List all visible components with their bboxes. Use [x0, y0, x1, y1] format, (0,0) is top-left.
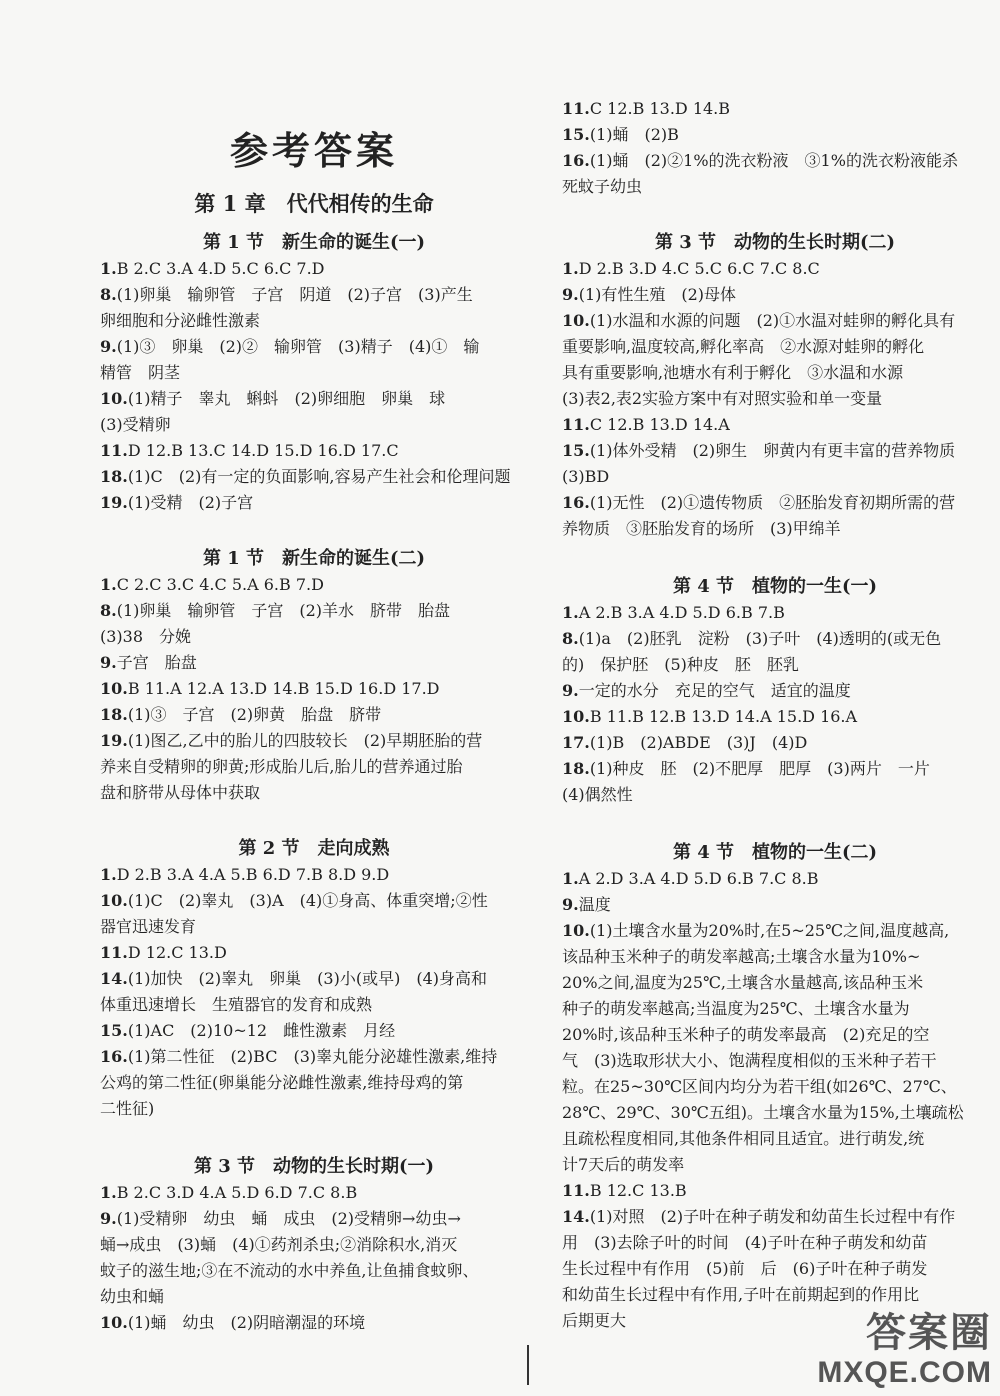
question-number: 11.	[100, 943, 128, 962]
answer-text: 该品种玉米种子的萌发率越高;土壤含水量为10%~	[562, 947, 921, 966]
answer-text: 一定的水分 充足的空气 适宜的温度	[578, 681, 851, 700]
question-number: 11.	[562, 415, 590, 434]
chapter-heading: 第 1 章 代代相传的生命	[194, 191, 434, 216]
answer-text: 卵细胞和分泌雌性激素	[100, 311, 261, 330]
question-number: 9.	[562, 895, 579, 914]
watermark-logo	[817, 1301, 992, 1388]
answer-text: (1)③ 卵巢 (2)② 输卵管 (3)精子 (4)① 输	[116, 337, 480, 356]
answer-text: (1)③ 子宫 (2)卵黄 胎盘 脐带	[127, 705, 382, 724]
question-number: 10.	[562, 921, 590, 940]
answer-text: (4)偶然性	[562, 785, 633, 804]
answer-line	[100, 598, 528, 624]
answer-line	[562, 944, 988, 970]
answer-line	[100, 650, 528, 676]
section-heading: 第 1 节 新生命的诞生(二)	[202, 548, 426, 569]
answer-line	[562, 652, 988, 678]
answer-line	[100, 282, 528, 308]
answer-line	[562, 1022, 988, 1048]
answer-text: 20%之间,温度为25℃,土壤含水量越高,该品种玉米	[562, 973, 924, 992]
answer-line	[100, 438, 528, 464]
left-section-0	[100, 228, 528, 516]
answer-text: 蚊子的滋生地;③在不流动的水中养鱼,让鱼捕食蚊卵、	[100, 1261, 479, 1280]
answer-text: (3)38 分娩	[100, 627, 192, 646]
answer-text: (1)受精 (2)子宫	[127, 493, 254, 512]
question-number: 16.	[562, 151, 590, 170]
answer-line	[100, 624, 528, 650]
question-number: 1.	[100, 259, 117, 278]
watermark-bottom: MXQE.COM	[817, 1356, 992, 1389]
question-number: 9.	[562, 681, 579, 700]
answer-text: C 12.B 13.D 14.B	[589, 99, 731, 118]
answer-text: 重要影响,温度较高,孵化率高 ②水源对蛙卵的孵化	[562, 337, 925, 356]
answer-line	[562, 490, 988, 516]
answer-text: 子宫 胎盘	[116, 653, 197, 672]
question-number: 9.	[562, 285, 579, 304]
question-number: 10.	[562, 311, 590, 330]
answer-text: 幼虫和蛹	[100, 1287, 165, 1306]
answer-line	[562, 756, 988, 782]
answer-text: A 2.D 3.A 4.D 5.D 6.B 7.C 8.B	[578, 869, 819, 888]
question-number: 10.	[100, 1313, 128, 1332]
answer-text: D 12.B 13.C 14.D 15.D 16.D 17.C	[127, 441, 399, 460]
answer-line	[562, 1178, 988, 1204]
answer-text: 器官迅速发育	[100, 917, 197, 936]
question-number: 9.	[100, 337, 117, 356]
answer-text: 的) 保护胚 (5)种皮 胚 胚乳	[562, 655, 799, 674]
answer-line	[562, 1256, 988, 1282]
question-number: 1.	[100, 1183, 117, 1202]
left-section-2	[100, 834, 528, 1122]
question-number: 19.	[100, 493, 128, 512]
answer-text: (1)图乙,乙中的胎儿的四肢较长 (2)早期胚胎的营	[127, 731, 483, 750]
answer-text: (1)C (2)有一定的负面影响,容易产生社会和伦理问题	[127, 467, 511, 486]
answer-line	[100, 386, 528, 412]
answer-text: B 11.B 12.B 13.D 14.A 15.D 16.A	[589, 707, 858, 726]
answer-line	[562, 412, 988, 438]
answer-text: (1)蛹 (2)②1%的洗衣粉液 ③1%的洗衣粉液能杀	[589, 151, 958, 170]
center-rule	[527, 1345, 529, 1385]
answer-text: (1)蛹 (2)B	[589, 125, 679, 144]
answer-line	[562, 256, 988, 282]
answer-text: 计7天后的萌发率	[562, 1155, 685, 1174]
answer-line	[562, 704, 988, 730]
answer-line	[562, 730, 988, 756]
answer-line	[562, 1048, 988, 1074]
answer-line	[562, 282, 988, 308]
answer-text: (3)BD	[562, 467, 610, 486]
question-number: 18.	[562, 759, 590, 778]
question-number: 1.	[100, 865, 117, 884]
question-number: 18.	[100, 467, 128, 486]
question-number: 1.	[562, 869, 579, 888]
answer-text: (1)精子 睾丸 蝌蚪 (2)卵细胞 卵巢 球	[127, 389, 446, 408]
section-heading: 第 3 节 动物的生长时期(一)	[193, 1156, 435, 1177]
answer-text: 粒。在25~30℃区间内均分为若干组(如26℃、27℃、	[562, 1077, 957, 1096]
answer-text: 28℃、29℃、30℃五组)。土壤含水量为15%,土壤疏松	[562, 1103, 964, 1122]
answer-line	[562, 1152, 988, 1178]
question-number: 15.	[562, 125, 590, 144]
answer-text: 生长过程中有作用 (5)前 后 (6)子叶在种子萌发	[562, 1259, 928, 1278]
answer-line	[562, 1204, 988, 1230]
answer-line	[562, 308, 988, 334]
answer-line	[100, 728, 528, 754]
answer-line	[100, 914, 528, 940]
right-section-0	[562, 96, 988, 200]
answer-text: 体重迅速增长 生殖器官的发育和成熟	[100, 995, 373, 1014]
right-section-2	[562, 572, 988, 808]
answer-text: B 2.C 3.D 4.A 5.D 6.D 7.C 8.B	[116, 1183, 358, 1202]
question-number: 10.	[100, 891, 128, 910]
answer-line	[100, 1284, 528, 1310]
section-heading: 第 4 节 植物的一生(二)	[672, 842, 878, 863]
question-number: 11.	[100, 441, 128, 460]
answer-text: 具有重要影响,池塘水有利于孵化 ③水温和水源	[562, 363, 904, 382]
answer-text: (1)卵巢 输卵管 子宫 阴道 (2)子宫 (3)产生	[116, 285, 473, 304]
answer-line	[562, 174, 988, 200]
answer-text: 温度	[578, 895, 611, 914]
answer-text: 二性征)	[100, 1099, 155, 1118]
answer-text: (1)B (2)ABDE (3)J (4)D	[589, 733, 808, 752]
answer-text: 公鸡的第二性征(卵巢能分泌雌性激素,维持母鸡的第	[100, 1073, 464, 1092]
question-number: 19.	[100, 731, 128, 750]
answer-text: 种子的萌发率越高;当温度为25℃、土壤含水量为	[562, 999, 910, 1018]
answer-text: D 2.B 3.D 4.C 5.C 6.C 7.C 8.C	[578, 259, 820, 278]
answer-text: 精管 阴茎	[100, 363, 181, 382]
answer-text: 用 (3)去除子叶的时间 (4)子叶在种子萌发和幼苗	[562, 1233, 928, 1252]
question-number: 15.	[100, 1021, 128, 1040]
question-number: 1.	[562, 259, 579, 278]
answer-line	[100, 676, 528, 702]
answer-text: B 2.C 3.A 4.D 5.C 6.C 7.D	[116, 259, 325, 278]
answer-line	[100, 464, 528, 490]
answer-text: 蛹→成虫 (3)蛹 (4)①药剂杀虫;②消除积水,消灭	[100, 1235, 458, 1254]
answer-line	[562, 1126, 988, 1152]
answer-line	[562, 1230, 988, 1256]
question-number: 8.	[562, 629, 579, 648]
question-number: 1.	[100, 575, 117, 594]
answer-text: (1)蛹 幼虫 (2)阴暗潮湿的环境	[127, 1313, 366, 1332]
answer-text: C 12.B 13.D 14.A	[589, 415, 730, 434]
question-number: 8.	[100, 601, 117, 620]
answer-text: 且疏松程度相同,其他条件相同且适宜。进行萌发,统	[562, 1129, 925, 1148]
answer-text: (1)加快 (2)睾丸 卵巢 (3)小(或早) (4)身高和	[127, 969, 487, 988]
question-number: 14.	[100, 969, 128, 988]
section-heading: 第 1 节 新生命的诞生(一)	[202, 232, 426, 253]
question-number: 8.	[100, 285, 117, 304]
answer-text: (1)AC (2)10~12 雌性激素 月经	[127, 1021, 396, 1040]
answer-line	[100, 862, 528, 888]
answer-line	[562, 148, 988, 174]
answer-text: (1)a (2)胚乳 淀粉 (3)子叶 (4)透明的(或无色	[578, 629, 942, 648]
question-number: 14.	[562, 1207, 590, 1226]
answer-line	[100, 1206, 528, 1232]
answer-line	[100, 780, 528, 806]
answer-line	[562, 464, 988, 490]
question-number: 15.	[562, 441, 590, 460]
answer-line	[562, 334, 988, 360]
answer-line	[100, 412, 528, 438]
answer-text: (1)受精卵 幼虫 蛹 成虫 (2)受精卵→幼虫→	[116, 1209, 461, 1228]
left-section-3	[100, 1152, 528, 1336]
answer-line	[100, 1232, 528, 1258]
left-section-1	[100, 544, 528, 806]
answer-line	[100, 1070, 528, 1096]
answer-text: A 2.B 3.A 4.D 5.D 6.B 7.B	[578, 603, 785, 622]
answer-line	[562, 360, 988, 386]
answer-line	[100, 966, 528, 992]
answer-line	[100, 888, 528, 914]
answer-line	[562, 600, 988, 626]
answer-line	[562, 866, 988, 892]
answer-text: (1)卵巢 输卵管 子宫 (2)羊水 脐带 胎盘	[116, 601, 451, 620]
answer-line	[100, 490, 528, 516]
answer-text: (1)土壤含水量为20%时,在5~25℃之间,温度越高,	[589, 921, 950, 940]
answer-text: 养来自受精卵的卵黄;形成胎儿后,胎儿的营养通过胎	[100, 757, 463, 776]
answer-line	[100, 1258, 528, 1284]
answer-line	[562, 678, 988, 704]
section-heading: 第 2 节 走向成熟	[238, 838, 390, 859]
answer-text: C 2.C 3.C 4.C 5.A 6.B 7.D	[116, 575, 324, 594]
question-number: 16.	[100, 1047, 128, 1066]
section-heading: 第 4 节 植物的一生(一)	[672, 576, 878, 597]
answer-line	[562, 782, 988, 808]
answer-line	[562, 438, 988, 464]
answer-text: (1)种皮 胚 (2)不肥厚 肥厚 (3)两片 一片	[589, 759, 930, 778]
answer-line	[100, 754, 528, 780]
answer-text: 死蚊子幼虫	[562, 177, 643, 196]
question-number: 1.	[562, 603, 579, 622]
answer-text: (3)表2,表2实验方案中有对照实验和单一变量	[562, 389, 883, 408]
answer-line	[562, 970, 988, 996]
question-number: 16.	[562, 493, 590, 512]
question-number: 10.	[562, 707, 590, 726]
page-title: 参考答案	[229, 128, 398, 173]
answer-text: (1)对照 (2)子叶在种子萌发和幼苗生长过程中有作	[589, 1207, 956, 1226]
answer-line	[100, 940, 528, 966]
answer-line	[100, 256, 528, 282]
answer-line	[562, 96, 988, 122]
answer-line	[100, 1044, 528, 1070]
answer-text: 后期更大	[562, 1311, 627, 1330]
answer-line	[100, 992, 528, 1018]
answer-line	[100, 1180, 528, 1206]
question-number: 10.	[100, 679, 128, 698]
answer-text: (1)C (2)睾丸 (3)A (4)①身高、体重突增;②性	[127, 891, 488, 910]
answer-text: D 2.B 3.A 4.A 5.B 6.D 7.B 8.D 9.D	[116, 865, 390, 884]
answer-line	[100, 1018, 528, 1044]
answer-text: 和幼苗生长过程中有作用,子叶在前期起到的作用比	[562, 1285, 920, 1304]
answer-line	[562, 386, 988, 412]
answer-line	[562, 1100, 988, 1126]
question-number: 11.	[562, 99, 590, 118]
right-section-3	[562, 838, 988, 1334]
answer-line	[562, 996, 988, 1022]
question-number: 10.	[100, 389, 128, 408]
answer-text: 20%时,该品种玉米种子的萌发率最高 (2)充足的空	[562, 1025, 930, 1044]
answer-line	[100, 360, 528, 386]
answer-line	[100, 572, 528, 598]
question-number: 18.	[100, 705, 128, 724]
question-number: 9.	[100, 653, 117, 672]
question-number: 9.	[100, 1209, 117, 1228]
answer-text: (3)受精卵	[100, 415, 171, 434]
answer-line	[562, 1074, 988, 1100]
answer-text: (1)水温和水源的问题 (2)①水温对蛙卵的孵化具有	[589, 311, 956, 330]
answer-line	[100, 334, 528, 360]
answer-text: (1)体外受精 (2)卵生 卵黄内有更丰富的营养物质	[589, 441, 956, 460]
answer-line	[100, 308, 528, 334]
right-section-1	[562, 228, 988, 542]
answer-line	[562, 122, 988, 148]
watermark-top: 答案圈	[866, 1311, 992, 1355]
answer-line	[100, 1096, 528, 1122]
answer-text: B 12.C 13.B	[589, 1181, 687, 1200]
answer-text: B 11.A 12.A 13.D 14.B 15.D 16.D 17.D	[127, 679, 440, 698]
answer-line	[100, 702, 528, 728]
answer-text: 气 (3)选取形状大小、饱满程度相似的玉米种子若干	[562, 1051, 937, 1070]
answer-text: D 12.C 13.D	[127, 943, 227, 962]
answer-text: (1)第二性征 (2)BC (3)睾丸能分泌雄性激素,维持	[127, 1047, 498, 1066]
answer-line	[562, 626, 988, 652]
answer-line	[562, 892, 988, 918]
answer-text: 盘和脐带从母体中获取	[100, 783, 261, 802]
question-number: 11.	[562, 1181, 590, 1200]
answer-line	[562, 918, 988, 944]
question-number: 17.	[562, 733, 590, 752]
answer-text: 养物质 ③胚胎发育的场所 (3)甲绵羊	[562, 519, 841, 538]
answer-line	[562, 516, 988, 542]
section-heading: 第 3 节 动物的生长时期(二)	[654, 232, 896, 253]
answer-line	[100, 1310, 528, 1336]
answer-text: (1)无性 (2)①遗传物质 ②胚胎发育初期所需的营	[589, 493, 956, 512]
answer-text: (1)有性生殖 (2)母体	[578, 285, 737, 304]
